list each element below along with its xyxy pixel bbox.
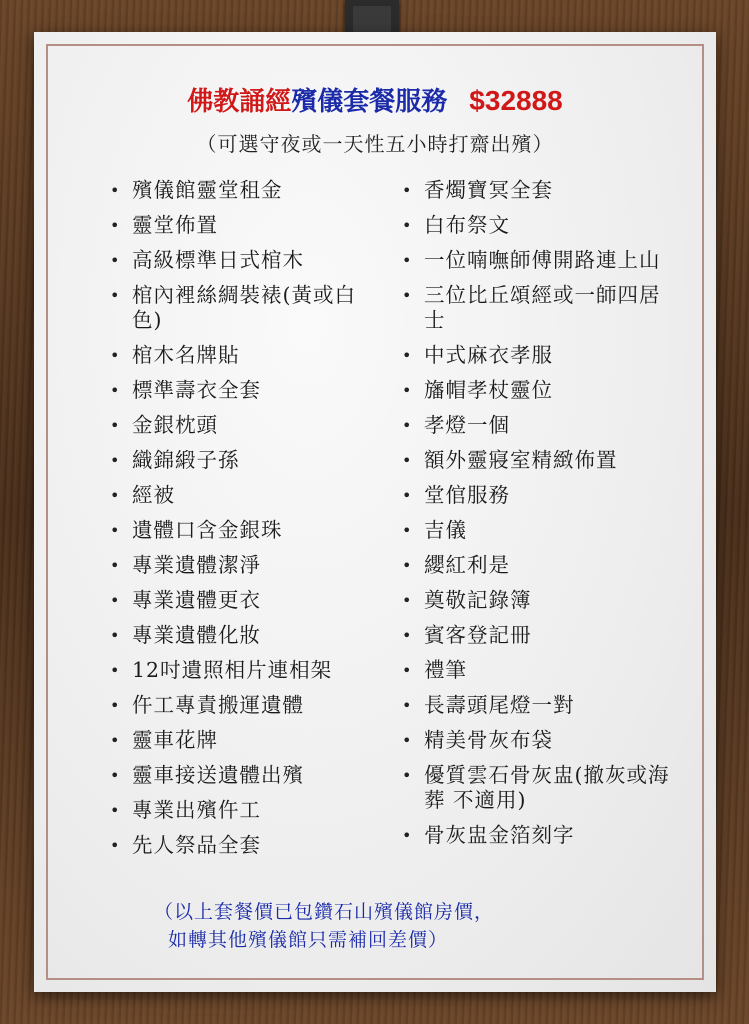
list-item: • 靈堂佈置	[110, 213, 375, 238]
price-note	[154, 898, 634, 954]
list-item: • 奠敬記錄簿	[402, 588, 672, 613]
list-item: • 中式麻衣孝服	[402, 343, 672, 368]
list-item: • 精美骨灰布袋	[402, 728, 672, 753]
list-item: • 織錦緞子孫	[110, 448, 375, 473]
list-item: • 吉儀	[402, 518, 672, 543]
price-note-line-2: 如轉其他殯儀館只需補回差價）	[168, 929, 449, 951]
list-item: • 白布祭文	[402, 213, 672, 238]
list-item: • 孝燈一個	[402, 413, 672, 438]
page-title	[34, 81, 716, 118]
list-item: • 靈車接送遺體出殯	[110, 763, 375, 788]
list-item: • 靈車花牌	[110, 728, 375, 753]
package-price: $32888	[469, 85, 563, 116]
list-item: • 棺內裡絲綢裝裱(黃或白色)	[110, 283, 375, 333]
list-item: • 殯儀館靈堂租金	[110, 178, 375, 203]
list-item: • 旛帽孝杖靈位	[402, 378, 672, 403]
subtitle: （可選守夜或一天性五小時打齋出殯）	[196, 132, 554, 156]
list-item: • 專業出殯仵工	[110, 798, 375, 823]
list-item: • 堂倌服務	[402, 483, 672, 508]
price-note-line-1: （以上套餐價已包鑽石山殯儀館房價，	[154, 901, 495, 923]
list-item: • 高級標準日式棺木	[110, 248, 375, 273]
title-part-red: 佛教誦經	[187, 87, 292, 117]
list-item: • 仵工專責搬運遺體	[110, 693, 375, 718]
list-item: • 先人祭品全套	[110, 833, 375, 858]
list-item: • 賓客登記冊	[402, 623, 672, 648]
list-item: • 棺木名牌貼	[110, 343, 375, 368]
price-sheet	[34, 32, 716, 992]
service-list-right	[402, 178, 672, 858]
list-item: • 專業遺體化妝	[110, 623, 375, 648]
list-item: • 金銀枕頭	[110, 413, 375, 438]
list-item: • 額外靈寢室精緻佈置	[402, 448, 672, 473]
list-item: • 遺體口含金銀珠	[110, 518, 375, 543]
list-item: • 三位比丘頌經或一師四居士	[402, 283, 672, 333]
service-list-left	[110, 178, 375, 868]
list-item: • 標準壽衣全套	[110, 378, 375, 403]
list-item: • 長壽頭尾燈一對	[402, 693, 672, 718]
list-item: • 纓紅利是	[402, 553, 672, 578]
list-item: • 經被	[110, 483, 375, 508]
list-item: • 香燭寶冥全套	[402, 178, 672, 203]
list-item: • 12吋遺照相片連相架	[110, 658, 375, 683]
title-part-blue: 殯儀套餐服務	[291, 87, 448, 117]
list-item: • 專業遺體更衣	[110, 588, 375, 613]
list-item: • 骨灰盅金箔刻字	[402, 823, 672, 848]
list-item: • 專業遺體潔淨	[110, 553, 375, 578]
list-item: • 一位喃嘸師傅開路連上山	[402, 248, 672, 273]
list-item: • 優質雲石骨灰盅(撤灰或海葬 不適用)	[402, 763, 672, 813]
list-item: • 禮筆	[402, 658, 672, 683]
